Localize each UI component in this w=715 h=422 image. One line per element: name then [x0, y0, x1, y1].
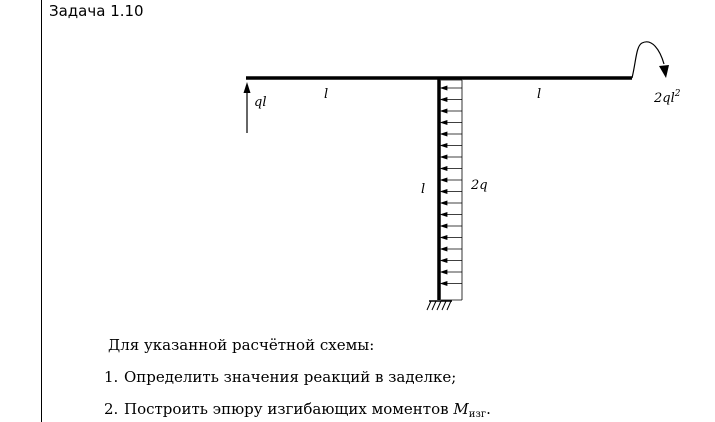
load-arrow-head	[441, 236, 447, 240]
load-arrow-head	[441, 270, 447, 274]
task-item-1	[104, 368, 456, 386]
task-intro: Для указанной расчётной схемы:	[108, 336, 375, 354]
task-item-text: Построить эпюру изгибающих моментов	[124, 400, 454, 418]
load-arrow-head	[441, 259, 447, 263]
fixed-support	[427, 301, 452, 310]
load-arrow-head	[441, 282, 447, 286]
load-arrow-head	[441, 132, 447, 136]
load-arrow-head	[441, 190, 447, 194]
load-arrow-head	[441, 98, 447, 102]
problem-title: Задача 1.10	[49, 2, 144, 20]
task-item-number: 2.	[104, 400, 119, 418]
moment-arrow	[632, 42, 669, 78]
distributed-load	[441, 80, 462, 300]
moment-subscript: изг	[468, 409, 487, 420]
load-arrow-head	[441, 109, 447, 113]
point-force-arrow	[244, 82, 251, 133]
right-span-length-label: l	[537, 87, 542, 102]
load-arrow-head	[441, 167, 447, 171]
column-length-label: l	[421, 182, 426, 197]
force-label: ql	[254, 95, 267, 110]
task-item-end: .	[486, 400, 491, 418]
load-arrow-head	[441, 121, 447, 125]
load-arrow-head	[441, 213, 447, 217]
load-arrow-head	[441, 178, 447, 182]
load-arrow-head	[441, 86, 447, 90]
load-arrow-head	[441, 155, 447, 159]
left-span-length-label: l	[324, 87, 329, 102]
load-arrow-head	[441, 201, 447, 205]
moment-label: $2ql^2$	[654, 89, 681, 106]
load-arrow-head	[441, 224, 447, 228]
load-arrow-head	[441, 247, 447, 251]
moment-symbol: M	[453, 400, 469, 418]
distributed-load-arrows	[441, 86, 462, 286]
task-item-2	[104, 400, 491, 420]
distributed-load-label: 2q	[471, 178, 488, 193]
task-item-text: Определить значения реакций в заделке;	[124, 368, 457, 386]
load-arrow-head	[441, 144, 447, 148]
task-item-number: 1.	[104, 368, 119, 386]
